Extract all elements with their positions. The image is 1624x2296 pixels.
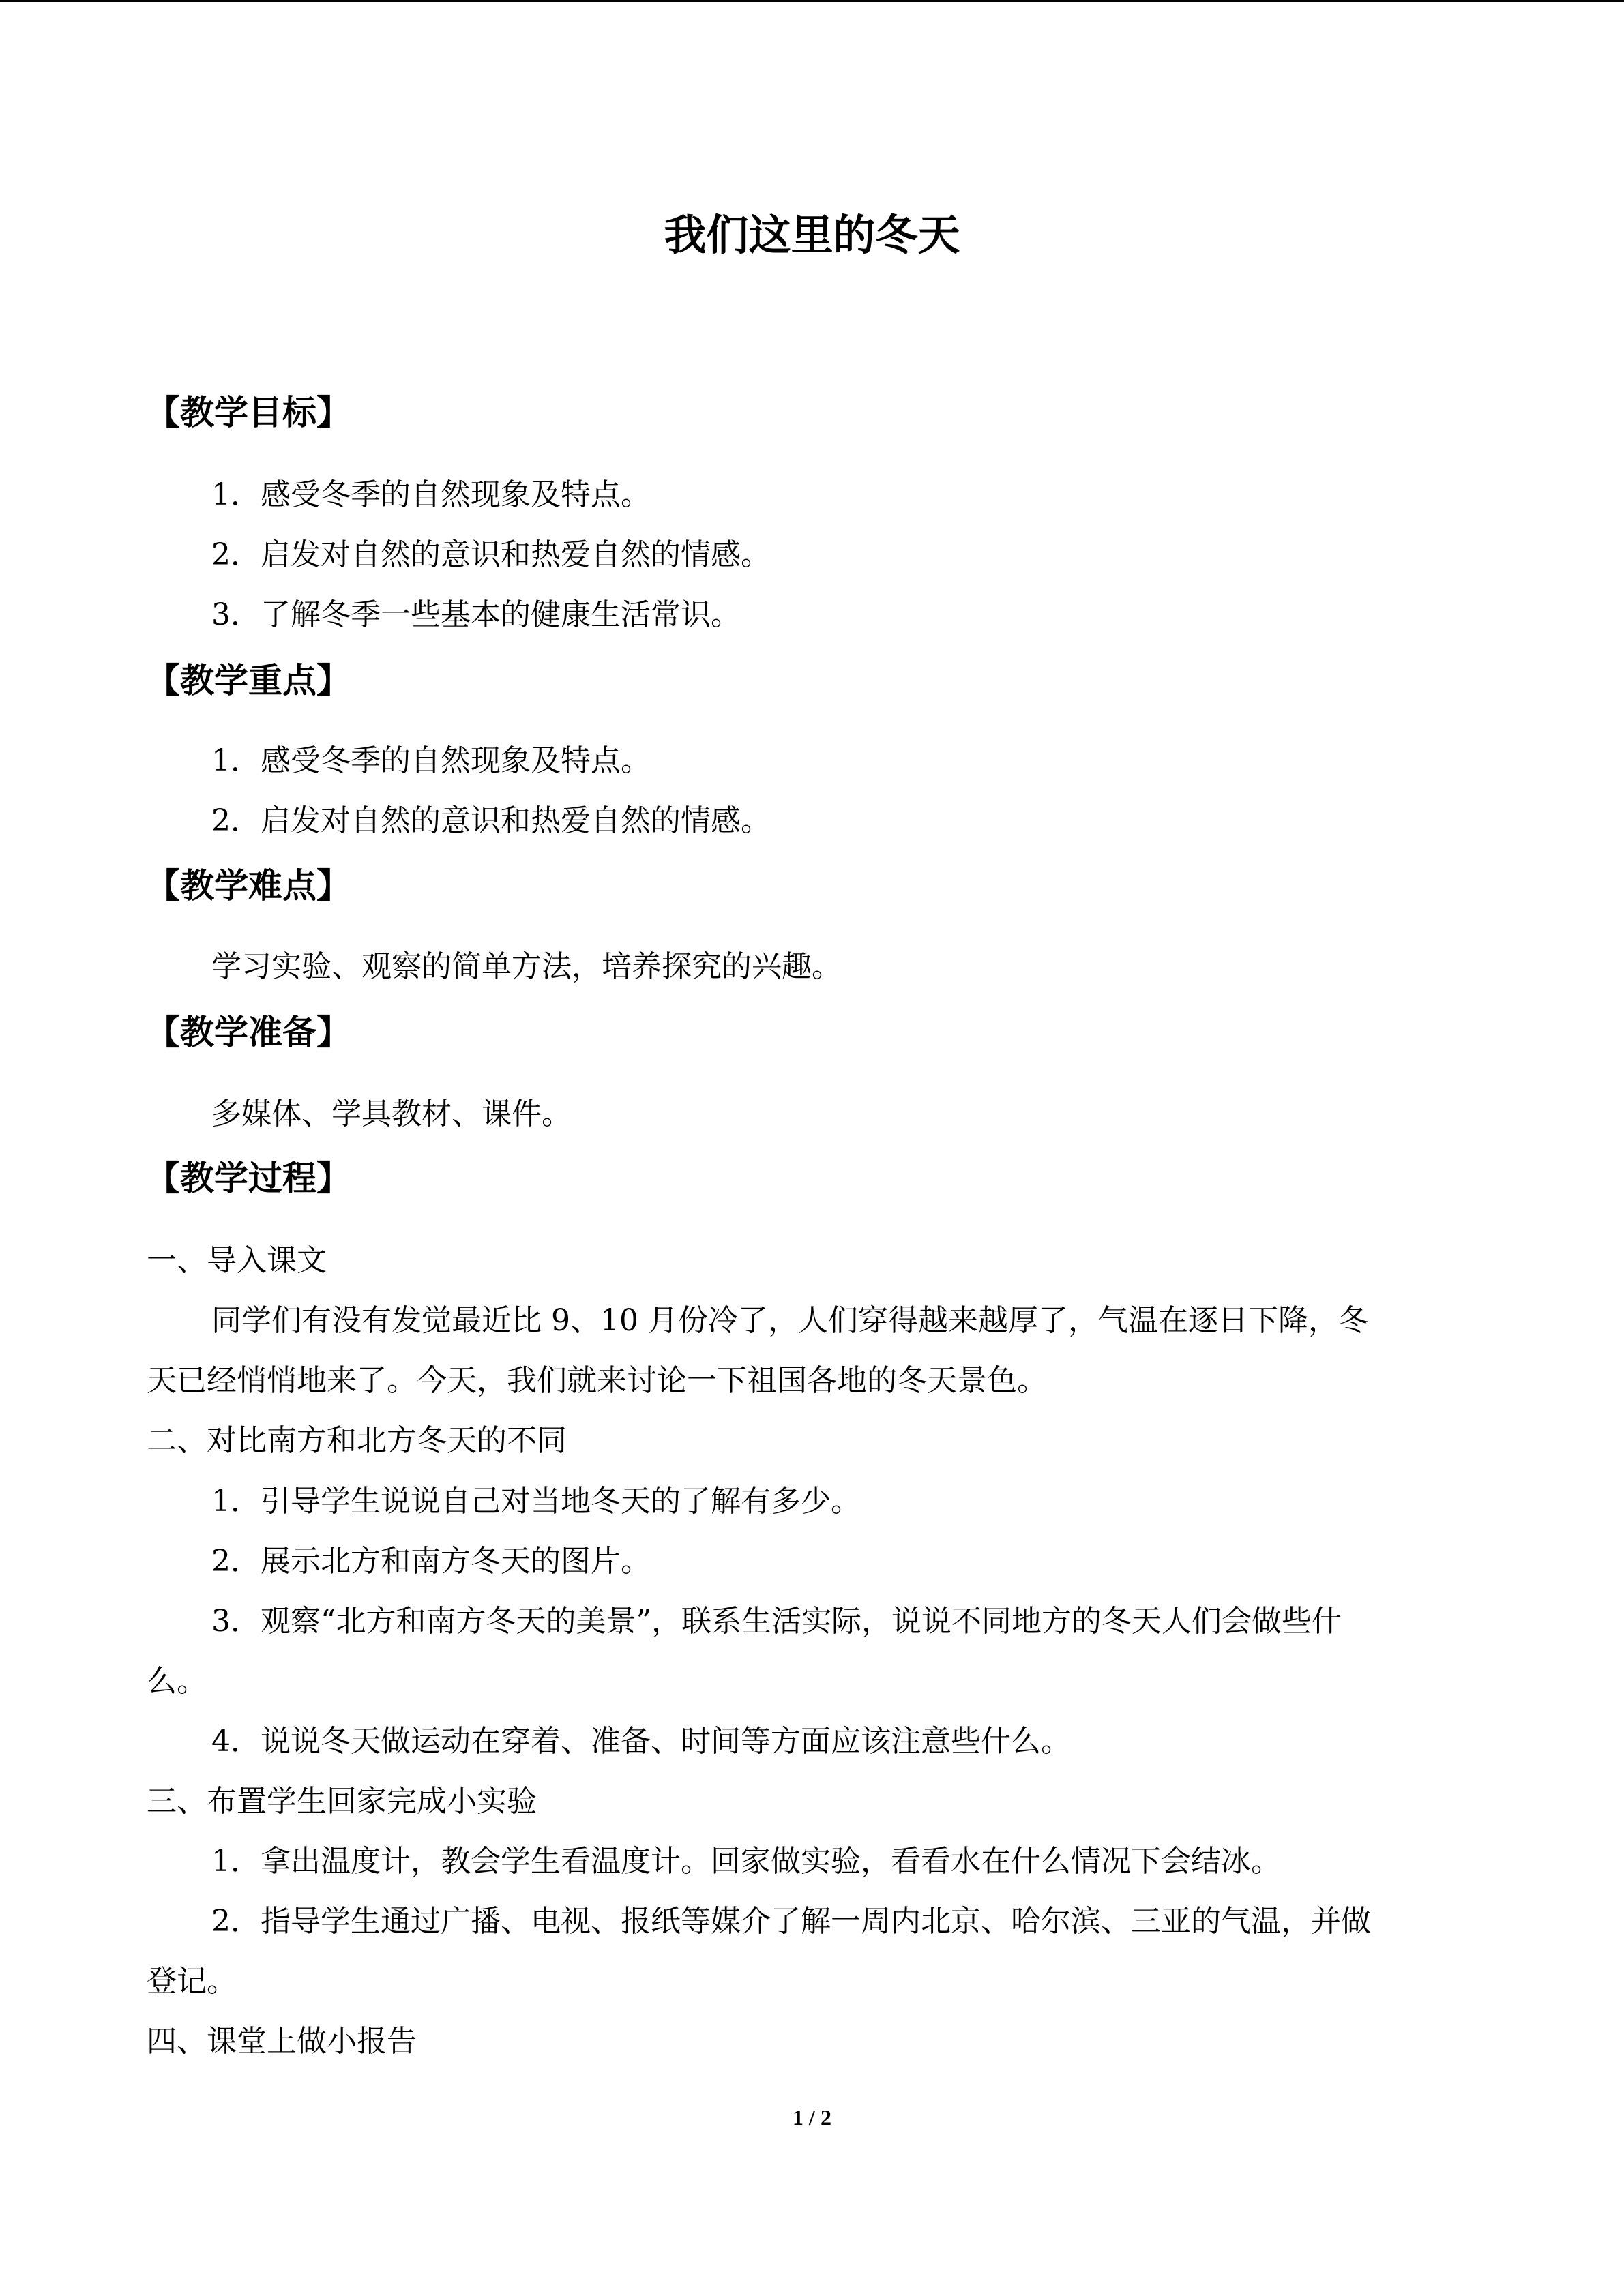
heading-teaching-process: 【教学过程】 [146,1159,351,1198]
preparation-text: 多媒体、学具教材、课件。 [211,1097,572,1131]
process-item: 3．观察“北方和南方冬天的美景”，联系生活实际，说说不同地方的冬天人们会做些什 [211,1604,1342,1639]
objective-item: 1．感受冬季的自然现象及特点。 [211,477,651,512]
objective-item: 3．了解冬季一些基本的健康生活常识。 [211,597,741,632]
key-point-item: 1．感受冬季的自然现象及特点。 [211,743,651,778]
process-item: 4．说说冬天做运动在穿着、准备、时间等方面应该注意些什么。 [211,1724,1071,1759]
top-border-line [0,0,1624,2]
document-title: 我们这里的冬天 [664,210,960,260]
process-item: 1．拿出温度计，教会学生看温度计。回家做实验，看看水在什么情况下会结冰。 [211,1844,1281,1879]
heading-difficulties: 【教学难点】 [146,866,351,906]
page-number: 1 / 2 [793,2105,831,2130]
heading-key-points: 【教学重点】 [146,661,351,700]
process-part-title: 二、对比南方和北方冬天的不同 [147,1423,567,1458]
objective-item: 2．启发对自然的意识和热爱自然的情感。 [211,537,771,572]
process-part-title: 一、导入课文 [147,1243,327,1278]
process-item: 2．展示北方和南方冬天的图片。 [211,1544,651,1579]
process-item: 1．引导学生说说自己对当地冬天的了解有多少。 [211,1484,861,1519]
process-part-title: 四、课堂上做小报告 [147,2024,417,2059]
process-paragraph-line: 同学们有没有发觉最近比 9、10 月份冷了，人们穿得越来越厚了，气温在逐日下降，冬 [211,1303,1368,1338]
process-item-continuation: 登记。 [147,1964,237,1999]
process-item-continuation: 么。 [147,1664,207,1699]
heading-teaching-objectives: 【教学目标】 [146,393,351,432]
key-point-item: 2．启发对自然的意识和热爱自然的情感。 [211,803,771,838]
process-item: 2．指导学生通过广播、电视、报纸等媒介了解一周内北京、哈尔滨、三亚的气温，并做 [211,1904,1371,1939]
heading-preparation: 【教学准备】 [146,1013,351,1052]
process-part-title: 三、布置学生回家完成小实验 [147,1784,537,1819]
process-paragraph-line: 天已经悄悄地来了。今天，我们就来讨论一下祖国各地的冬天景色。 [147,1363,1047,1398]
difficulties-text: 学习实验、观察的简单方法，培养探究的兴趣。 [211,949,842,984]
